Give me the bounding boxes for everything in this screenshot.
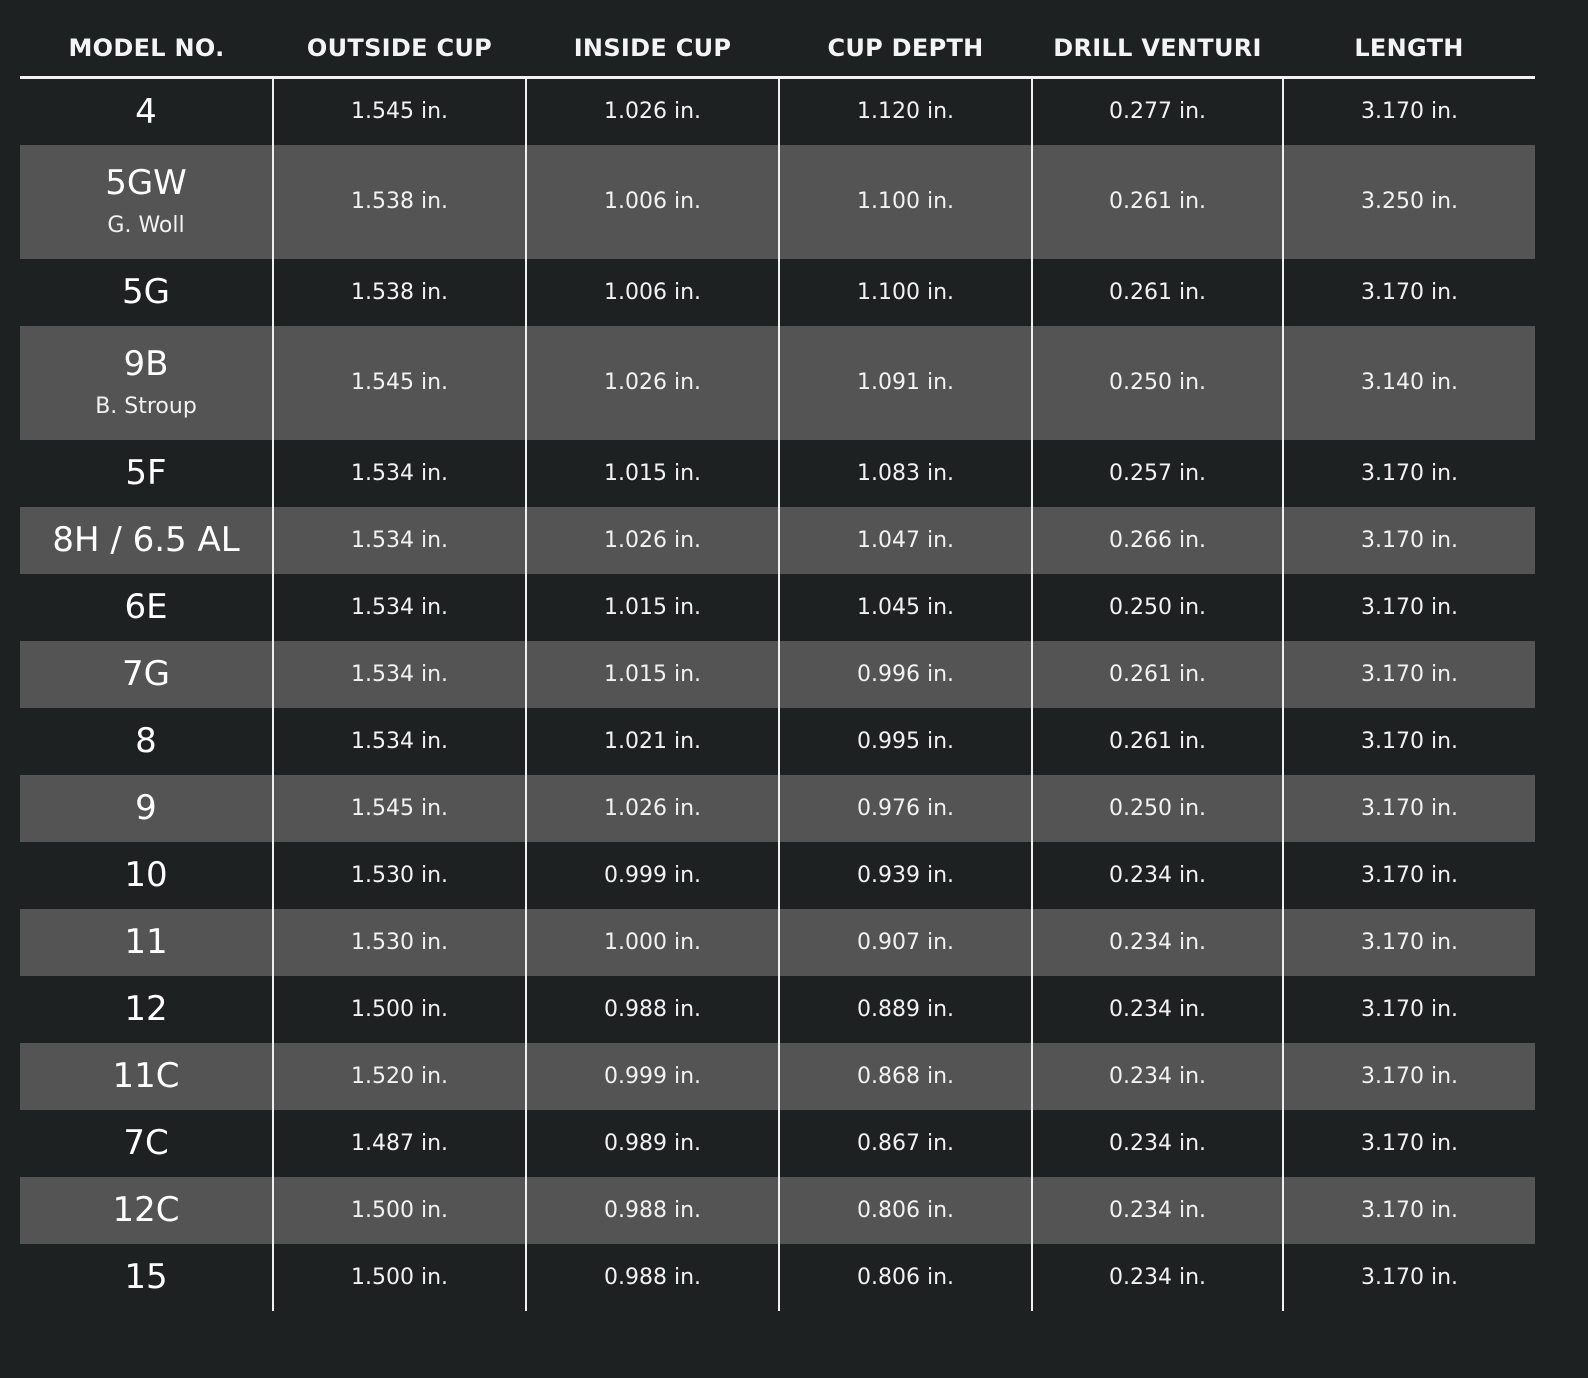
table-row: [20, 145, 1535, 259]
cell-model-no: [20, 708, 273, 775]
table-row: [20, 976, 1535, 1043]
cell-drill-venturi: 0.234 in.: [1032, 842, 1283, 909]
cell-inside-cup: 0.999 in.: [526, 842, 779, 909]
cell-drill-venturi: 0.257 in.: [1032, 440, 1283, 507]
cell-drill-venturi: 0.234 in.: [1032, 909, 1283, 976]
cell-outside-cup: 1.534 in.: [273, 507, 526, 574]
cell-inside-cup: 0.989 in.: [526, 1110, 779, 1177]
cell-model-no: [20, 78, 273, 145]
cell-length: 3.170 in.: [1283, 775, 1535, 842]
model-number: 9: [135, 788, 157, 828]
header-row: [20, 24, 1535, 78]
cell-outside-cup: 1.534 in.: [273, 574, 526, 641]
cell-cup-depth: 1.083 in.: [779, 440, 1032, 507]
cell-cup-depth: 0.996 in.: [779, 641, 1032, 708]
model-number: 12C: [112, 1190, 180, 1230]
table-row: [20, 641, 1535, 708]
cell-outside-cup: 1.487 in.: [273, 1110, 526, 1177]
cell-inside-cup: 0.988 in.: [526, 976, 779, 1043]
model-number: 7C: [123, 1123, 169, 1163]
cell-inside-cup: 1.006 in.: [526, 259, 779, 326]
model-number: 7G: [122, 654, 170, 694]
cell-cup-depth: 0.806 in.: [779, 1177, 1032, 1244]
cell-outside-cup: 1.500 in.: [273, 1244, 526, 1311]
header-length: LENGTH: [1283, 24, 1535, 78]
cell-outside-cup: 1.530 in.: [273, 842, 526, 909]
model-number: 5GW: [105, 162, 187, 203]
model-number: 10: [124, 855, 168, 895]
cell-drill-venturi: 0.234 in.: [1032, 1110, 1283, 1177]
cell-inside-cup: 1.000 in.: [526, 909, 779, 976]
mouthpiece-spec-table-container: [20, 24, 1535, 1311]
cell-cup-depth: 1.091 in.: [779, 326, 1032, 440]
cell-model-no: [20, 145, 273, 259]
table-row: [20, 507, 1535, 574]
model-number: 4: [135, 91, 157, 132]
model-number: 11: [124, 922, 168, 962]
cell-inside-cup: 1.015 in.: [526, 574, 779, 641]
cell-cup-depth: 1.120 in.: [779, 78, 1032, 145]
cell-drill-venturi: 0.266 in.: [1032, 507, 1283, 574]
cell-drill-venturi: 0.234 in.: [1032, 1043, 1283, 1110]
header-outside-cup: OUTSIDE CUP: [273, 24, 526, 78]
model-number: 11C: [112, 1056, 180, 1096]
header-model-no: MODEL NO.: [20, 24, 273, 78]
cell-length: 3.170 in.: [1283, 1244, 1535, 1311]
cell-length: 3.170 in.: [1283, 708, 1535, 775]
cell-inside-cup: 1.026 in.: [526, 775, 779, 842]
cell-model-no: [20, 775, 273, 842]
cell-outside-cup: 1.545 in.: [273, 78, 526, 145]
cell-inside-cup: 1.026 in.: [526, 507, 779, 574]
model-number: 5F: [125, 453, 167, 493]
table-body: [20, 78, 1535, 1311]
cell-model-no: [20, 507, 273, 574]
cell-model-no: [20, 440, 273, 507]
cell-drill-venturi: 0.234 in.: [1032, 976, 1283, 1043]
cell-model-no: [20, 641, 273, 708]
cell-model-no: [20, 1244, 273, 1311]
cell-inside-cup: 1.006 in.: [526, 145, 779, 259]
table-row: [20, 574, 1535, 641]
model-number: 5G: [122, 272, 170, 312]
cell-outside-cup: 1.534 in.: [273, 641, 526, 708]
cell-outside-cup: 1.500 in.: [273, 1177, 526, 1244]
cell-drill-venturi: 0.277 in.: [1032, 78, 1283, 145]
table-row: [20, 708, 1535, 775]
cell-drill-venturi: 0.234 in.: [1032, 1177, 1283, 1244]
cell-drill-venturi: 0.261 in.: [1032, 641, 1283, 708]
cell-model-no: [20, 326, 273, 440]
cell-cup-depth: 1.100 in.: [779, 259, 1032, 326]
cell-cup-depth: 0.976 in.: [779, 775, 1032, 842]
cell-cup-depth: 0.889 in.: [779, 976, 1032, 1043]
cell-model-no: [20, 1110, 273, 1177]
cell-drill-venturi: 0.250 in.: [1032, 574, 1283, 641]
cell-cup-depth: 0.867 in.: [779, 1110, 1032, 1177]
cell-inside-cup: 0.999 in.: [526, 1043, 779, 1110]
cell-length: 3.170 in.: [1283, 1177, 1535, 1244]
cell-length: 3.170 in.: [1283, 909, 1535, 976]
table-row: [20, 1177, 1535, 1244]
cell-model-no: [20, 259, 273, 326]
model-signature-name: G. Woll: [107, 212, 185, 238]
cell-inside-cup: 1.026 in.: [526, 326, 779, 440]
model-signature-name: B. Stroup: [95, 393, 197, 419]
cell-model-no: [20, 1043, 273, 1110]
cell-cup-depth: 0.907 in.: [779, 909, 1032, 976]
cell-length: 3.170 in.: [1283, 842, 1535, 909]
cell-length: 3.250 in.: [1283, 145, 1535, 259]
cell-cup-depth: 0.806 in.: [779, 1244, 1032, 1311]
cell-length: 3.170 in.: [1283, 259, 1535, 326]
cell-cup-depth: 0.995 in.: [779, 708, 1032, 775]
cell-inside-cup: 0.988 in.: [526, 1177, 779, 1244]
cell-length: 3.170 in.: [1283, 1110, 1535, 1177]
table-row: [20, 909, 1535, 976]
cell-outside-cup: 1.534 in.: [273, 440, 526, 507]
cell-drill-venturi: 0.250 in.: [1032, 326, 1283, 440]
model-number: 8: [135, 721, 157, 761]
cell-outside-cup: 1.500 in.: [273, 976, 526, 1043]
cell-outside-cup: 1.534 in.: [273, 708, 526, 775]
table-row: [20, 1043, 1535, 1110]
header-drill-venturi: DRILL VENTURI: [1032, 24, 1283, 78]
cell-inside-cup: 1.015 in.: [526, 641, 779, 708]
cell-inside-cup: 1.021 in.: [526, 708, 779, 775]
cell-outside-cup: 1.538 in.: [273, 259, 526, 326]
cell-length: 3.170 in.: [1283, 507, 1535, 574]
cell-cup-depth: 1.047 in.: [779, 507, 1032, 574]
cell-model-no: [20, 909, 273, 976]
table-row: [20, 1244, 1535, 1311]
cell-length: 3.170 in.: [1283, 574, 1535, 641]
cell-cup-depth: 1.100 in.: [779, 145, 1032, 259]
cell-outside-cup: 1.545 in.: [273, 326, 526, 440]
table-row: [20, 775, 1535, 842]
cell-length: 3.170 in.: [1283, 1043, 1535, 1110]
cell-model-no: [20, 1177, 273, 1244]
cell-model-no: [20, 842, 273, 909]
cell-cup-depth: 1.045 in.: [779, 574, 1032, 641]
table-row: [20, 1110, 1535, 1177]
cell-inside-cup: 1.026 in.: [526, 78, 779, 145]
mouthpiece-spec-table: [20, 24, 1535, 1311]
cell-model-no: [20, 574, 273, 641]
model-number: 8H / 6.5 AL: [52, 520, 240, 560]
cell-length: 3.170 in.: [1283, 641, 1535, 708]
cell-inside-cup: 1.015 in.: [526, 440, 779, 507]
cell-drill-venturi: 0.261 in.: [1032, 259, 1283, 326]
cell-cup-depth: 0.939 in.: [779, 842, 1032, 909]
cell-outside-cup: 1.530 in.: [273, 909, 526, 976]
cell-model-no: [20, 976, 273, 1043]
cell-length: 3.170 in.: [1283, 78, 1535, 145]
cell-outside-cup: 1.538 in.: [273, 145, 526, 259]
cell-drill-venturi: 0.250 in.: [1032, 775, 1283, 842]
cell-inside-cup: 0.988 in.: [526, 1244, 779, 1311]
cell-outside-cup: 1.545 in.: [273, 775, 526, 842]
cell-cup-depth: 0.868 in.: [779, 1043, 1032, 1110]
table-row: [20, 78, 1535, 145]
cell-drill-venturi: 0.261 in.: [1032, 708, 1283, 775]
model-number: 9B: [123, 343, 169, 384]
table-row: [20, 440, 1535, 507]
model-number: 15: [124, 1257, 168, 1297]
cell-length: 3.170 in.: [1283, 440, 1535, 507]
table-row: [20, 326, 1535, 440]
header-inside-cup: INSIDE CUP: [526, 24, 779, 78]
cell-outside-cup: 1.520 in.: [273, 1043, 526, 1110]
cell-length: 3.170 in.: [1283, 976, 1535, 1043]
cell-length: 3.140 in.: [1283, 326, 1535, 440]
cell-drill-venturi: 0.261 in.: [1032, 145, 1283, 259]
header-cup-depth: CUP DEPTH: [779, 24, 1032, 78]
model-number: 12: [124, 989, 168, 1029]
cell-drill-venturi: 0.234 in.: [1032, 1244, 1283, 1311]
table-row: [20, 259, 1535, 326]
table-row: [20, 842, 1535, 909]
model-number: 6E: [124, 587, 168, 627]
table-header: [20, 24, 1535, 78]
